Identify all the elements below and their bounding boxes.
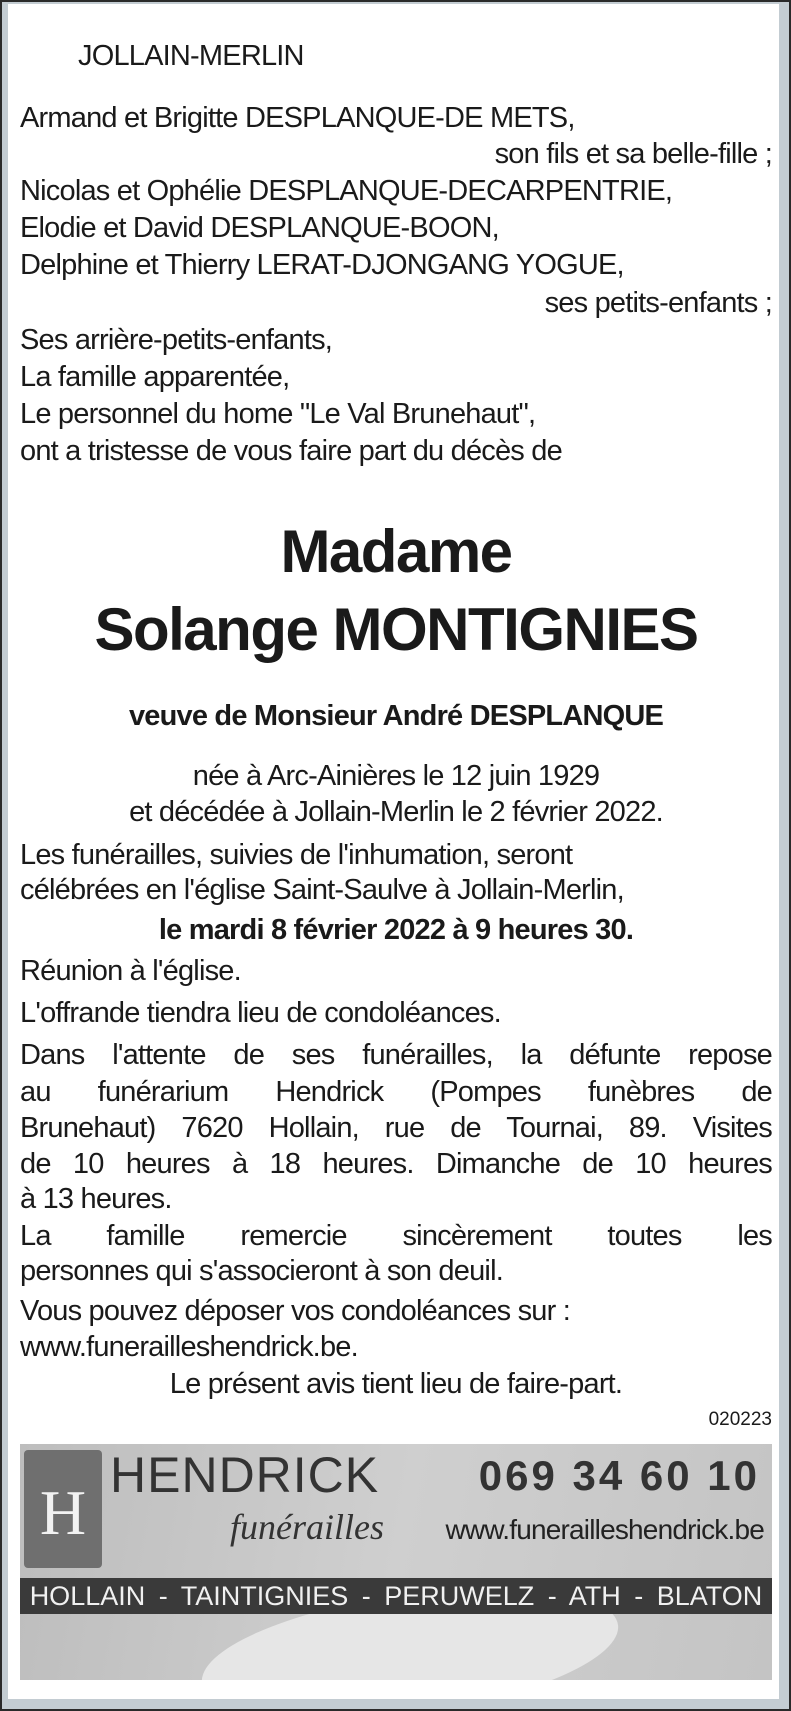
brand-name: HENDRICK: [110, 1447, 380, 1503]
family-line: Nicolas et Ophélie DESPLANQUE-DECARPENTRIE,: [20, 175, 673, 207]
thanks-line: personnes qui s'associeront à son deuil.: [20, 1255, 503, 1287]
family-line: ses petits-enfants ;: [544, 287, 772, 319]
family-line: Delphine et Thierry LERAT-DJONGANG YOGUE,: [20, 249, 624, 281]
funeral-line: Les funérailles, suivies de l'inhumation, seront: [20, 839, 573, 871]
obituary-notice: [8, 4, 779, 1699]
birth-line: née à Arc-Ainières le 12 juin 1929: [192, 760, 600, 792]
reference-code: 020223: [708, 1409, 772, 1430]
notice-line: Le présent avis tient lieu de faire-part.: [169, 1368, 623, 1400]
meeting-line: Réunion à l'église.: [20, 955, 241, 987]
family-line: Ses arrière-petits-enfants,: [20, 324, 333, 356]
spouse-line: veuve de Monsieur André DESPLANQUE: [128, 700, 664, 732]
visit-line: à 13 heures.: [20, 1183, 172, 1215]
family-line: Elodie et David DESPLANQUE-BOON,: [20, 212, 499, 244]
place-heading: JOLLAIN-MERLIN: [78, 40, 304, 72]
death-line: et décédée à Jollain-Merlin le 2 février 2022.: [129, 796, 663, 828]
visit-line: au funérarium Hendrick (Pompes funèbres de: [20, 1076, 772, 1108]
logo-letter: H: [39, 1477, 87, 1548]
condolences-line: Vous pouvez déposer vos condoléances sur :: [20, 1295, 570, 1327]
brand-subtitle: funérailles: [230, 1507, 384, 1547]
phone-number: 069 34 60 10: [478, 1452, 760, 1499]
locations-bar: HOLLAIN - TAINTIGNIES - PERUWELZ - ATH - BLATON: [20, 1578, 772, 1614]
website-url[interactable]: www.funerailleshendrick.be: [445, 1514, 764, 1545]
visit-line: Brunehaut) 7620 Hollain, rue de Tournai, 89. Visites: [20, 1112, 772, 1144]
deceased-name: Solange MONTIGNIES: [94, 596, 698, 663]
hendrick-logo: [24, 1450, 102, 1568]
family-line: son fils et sa belle-fille ;: [494, 138, 772, 170]
family-line: La famille apparentée,: [20, 361, 290, 393]
deceased-title: Madame: [280, 518, 512, 585]
family-line: Armand et Brigitte DESPLANQUE-DE METS,: [20, 102, 575, 134]
thanks-line: La famille remercie sincèrement toutes les: [20, 1220, 772, 1252]
funeral-date: le mardi 8 février 2022 à 9 heures 30.: [158, 914, 634, 946]
family-line: ont a tristesse de vous faire part du décès de: [20, 435, 562, 467]
funeral-line: célébrées en l'église Saint-Saulve à Jollain-Merlin,: [20, 874, 624, 906]
visit-line: de 10 heures à 18 heures. Dimanche de 10 heures: [20, 1148, 772, 1180]
funeral-home-banner: [20, 1444, 772, 1680]
condolences-url[interactable]: www.funerailleshendrick.be.: [20, 1331, 358, 1363]
family-line: Le personnel du home "Le Val Brunehaut",: [20, 398, 536, 430]
visit-line: Dans l'attente de ses funérailles, la défunte repose: [20, 1039, 772, 1071]
offering-line: L'offrande tiendra lieu de condoléances.: [20, 997, 501, 1029]
